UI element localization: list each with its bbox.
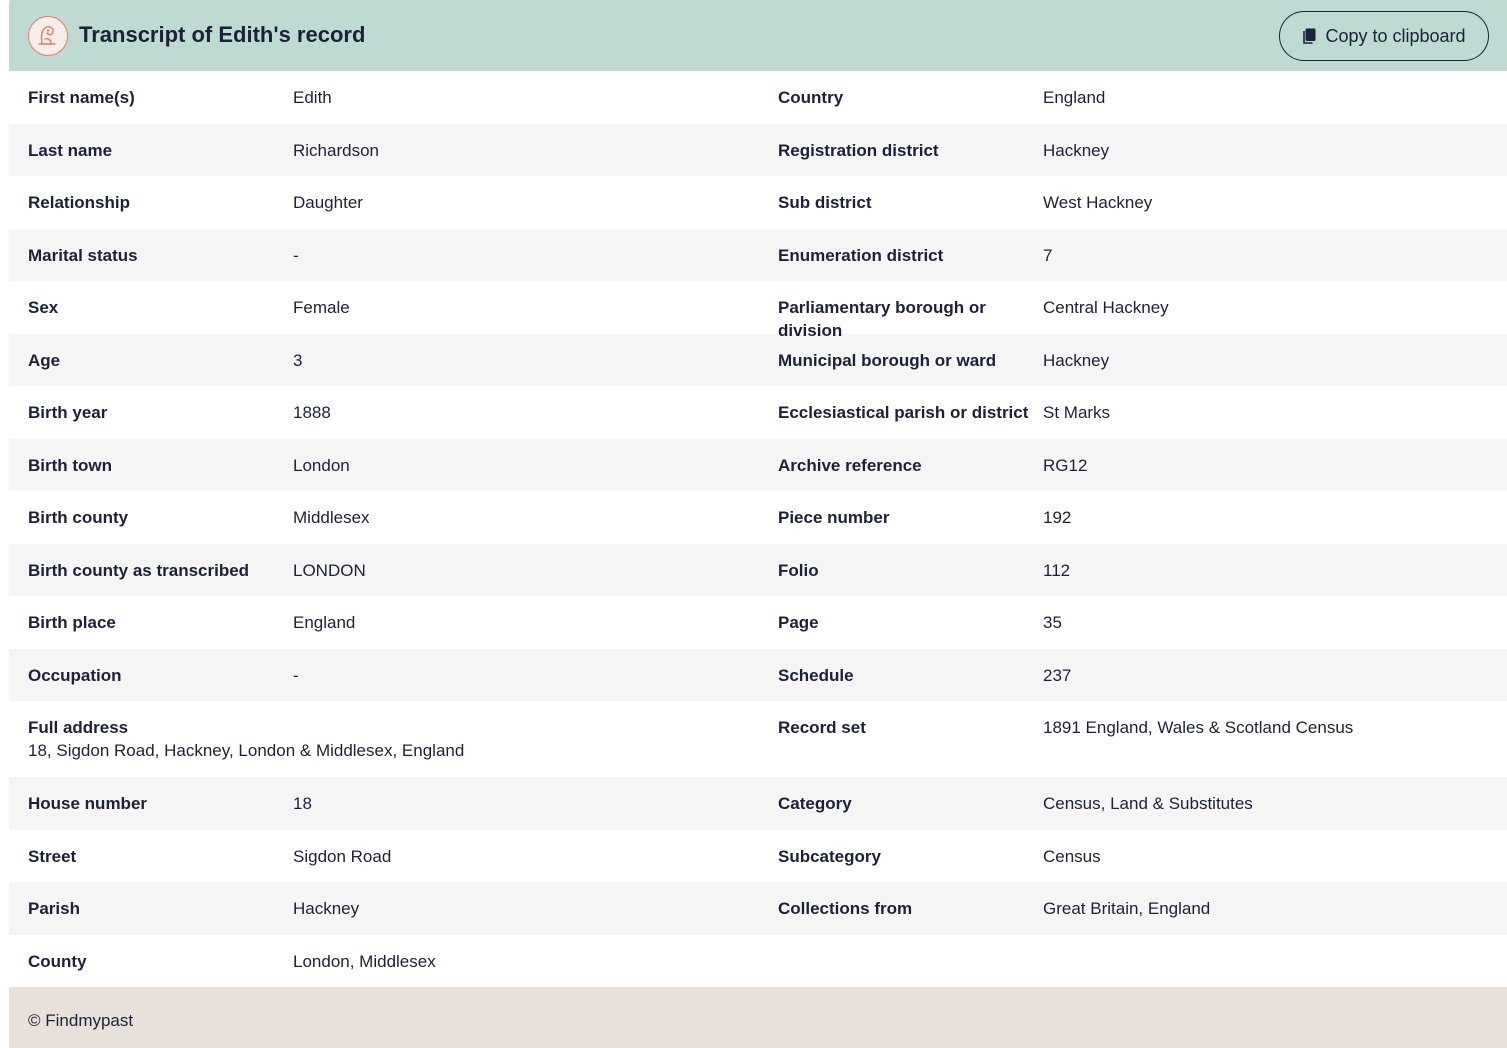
field-label: Last name — [28, 140, 113, 160]
record-table — [9, 71, 1507, 987]
field-label: Birth town — [28, 455, 113, 475]
field-value: - — [293, 665, 299, 685]
transcript-header — [9, 0, 1507, 71]
field-value: 35 — [1043, 613, 1062, 632]
field-label: Municipal borough or ward — [778, 350, 997, 370]
field-value: Edith — [293, 88, 332, 107]
field-value: Hackney — [293, 899, 360, 918]
field-label: Occupation — [28, 665, 122, 685]
field-label: Birth place — [28, 613, 116, 632]
copyright-footer: © Findmypast — [28, 1011, 134, 1030]
field-value: 237 — [1043, 665, 1072, 685]
copy-button-label: Copy to clipboard — [1325, 25, 1466, 46]
record-row — [9, 71, 1507, 124]
record-row — [9, 596, 1507, 649]
field-value: 1891 England, Wales & Scotland Census — [1043, 718, 1354, 737]
record-row — [9, 701, 1507, 777]
field-label: Archive reference — [778, 455, 922, 475]
field-label: Relationship — [28, 193, 131, 212]
field-label: Parish — [28, 899, 80, 918]
record-row — [9, 386, 1507, 439]
record-row — [9, 882, 1507, 935]
field-value: London, Middlesex — [293, 951, 436, 971]
field-value: LONDON — [293, 560, 366, 580]
record-row — [9, 830, 1507, 883]
record-row — [9, 777, 1507, 830]
field-label: Enumeration district — [778, 245, 944, 265]
field-label: Schedule — [778, 665, 854, 685]
field-label: House number — [28, 794, 148, 813]
field-label: Birth year — [28, 403, 108, 422]
field-value: 1888 — [293, 403, 331, 422]
field-value: 192 — [1043, 508, 1072, 527]
record-row — [9, 439, 1507, 492]
field-value: 3 — [293, 350, 303, 370]
field-value: - — [293, 245, 299, 265]
field-value: West Hackney — [1043, 193, 1153, 212]
field-label: Parliamentary borough or division — [778, 298, 986, 340]
full-address-cell — [9, 701, 759, 777]
field-label: Folio — [778, 560, 819, 580]
field-value: St Marks — [1043, 403, 1111, 422]
field-value: Great Britain, England — [1043, 899, 1211, 918]
record-row — [9, 935, 1507, 988]
transcript-panel — [9, 0, 1507, 1048]
field-value: 7 — [1043, 245, 1053, 265]
field-value: 18, Sigdon Road, Hackney, London & Middlesex, England — [28, 741, 465, 760]
field-value — [1043, 935, 1507, 988]
page-title: Transcript of Edith's record — [79, 22, 366, 47]
field-label: Piece number — [778, 508, 890, 527]
record-row — [9, 281, 1507, 340]
field-value: Census — [1043, 846, 1101, 866]
field-label: Country — [778, 88, 844, 107]
field-value: 112 — [1043, 560, 1071, 580]
field-value: Richardson — [293, 140, 379, 160]
field-value: Central Hackney — [1043, 298, 1169, 317]
field-value: Census, Land & Substitutes — [1043, 794, 1253, 813]
left-margin — [0, 0, 9, 1048]
field-label: Sex — [28, 298, 59, 317]
record-row — [9, 334, 1507, 387]
field-value: England — [1043, 88, 1106, 107]
field-label: Subcategory — [778, 846, 881, 866]
field-label: Full address — [28, 718, 129, 737]
record-row — [9, 229, 1507, 282]
field-value: RG12 — [1043, 455, 1088, 475]
field-label: County — [28, 951, 87, 971]
field-label: Page — [778, 613, 819, 632]
field-value: Hackney — [1043, 350, 1110, 370]
field-label: Collections from — [778, 899, 913, 918]
field-value: Daughter — [293, 193, 363, 212]
field-label: Record set — [778, 718, 866, 737]
field-label: First name(s) — [28, 88, 135, 107]
findmypast-logo-icon — [28, 16, 68, 56]
copy-to-clipboard-button[interactable] — [1279, 11, 1489, 61]
field-label: Ecclesiastical parish or district — [778, 403, 1029, 422]
copy-document-icon — [1302, 28, 1316, 45]
field-value: Middlesex — [293, 508, 370, 527]
field-value: England — [293, 613, 356, 632]
field-label — [759, 935, 1043, 988]
field-value: Hackney — [1043, 140, 1110, 160]
field-label: Birth county — [28, 508, 129, 527]
field-label: Category — [778, 794, 852, 813]
field-label: Birth county as transcribed — [28, 560, 250, 580]
record-row — [9, 544, 1507, 597]
record-row — [9, 176, 1507, 229]
field-value: 18 — [293, 794, 312, 813]
field-label: Sub district — [778, 193, 872, 212]
record-row — [9, 649, 1507, 702]
field-value: Female — [293, 298, 350, 317]
record-row — [9, 491, 1507, 544]
field-label: Street — [28, 846, 77, 866]
field-label: Age — [28, 350, 61, 370]
field-label: Marital status — [28, 245, 138, 265]
record-row — [9, 124, 1507, 177]
field-label: Registration district — [778, 140, 939, 160]
field-value: Sigdon Road — [293, 846, 392, 866]
field-value: London — [293, 455, 350, 475]
